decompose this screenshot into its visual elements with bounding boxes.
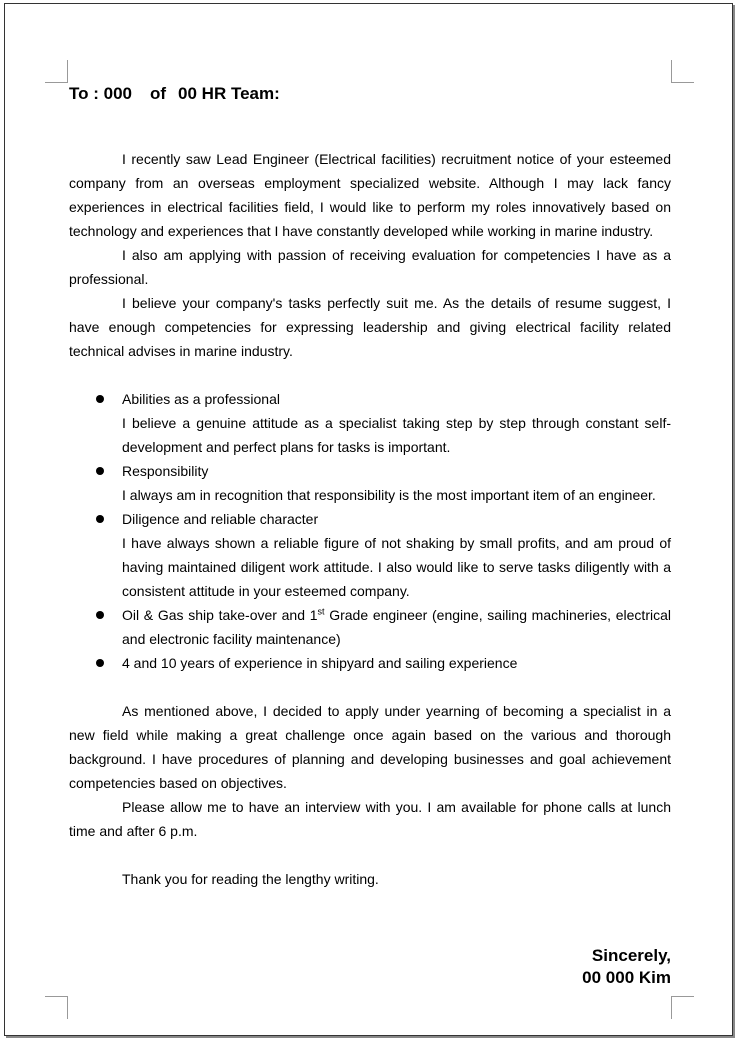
list-item-body: I have always shown a reliable figure of not shaking by small profits, and am proud of having maintained diligent work attitude. I also would like to serve tasks diligently with a consistent attitude in your esteemed company. xyxy=(122,535,671,599)
bullet-icon xyxy=(96,467,104,475)
closing-paragraph: As mentioned above, I decided to apply under yearning of becoming a specialist in a new field while making a great challenge once again based on the various and thorough background. I have procedures of planning and developing businesses and goal achievement competencies based on objectives. xyxy=(69,703,671,791)
margin-corner-bottom-left xyxy=(45,996,68,1019)
list-item xyxy=(69,459,671,507)
list-item xyxy=(69,507,671,603)
letter-body xyxy=(69,82,671,891)
list-item xyxy=(69,603,671,651)
intro-paragraph: I believe your company's tasks perfectly suit me. As the details of resume suggest, I have enough competencies for expressing leadership and giving electrical facility related technical advises in marine industry. xyxy=(69,295,671,359)
margin-corner-bottom-right xyxy=(671,996,694,1019)
closing-paragraph: Please allow me to have an interview with you. I am available for phone calls at lunch time and after 6 p.m. xyxy=(69,799,671,839)
greeting-to: To : 000 xyxy=(69,84,132,103)
list-item-title: 4 and 10 years of experience in shipyard and sailing experience xyxy=(122,655,518,671)
list-item xyxy=(69,651,671,675)
title-prefix: Oil & Gas ship take-over and 1 xyxy=(122,607,318,623)
bullet-icon xyxy=(96,395,104,403)
signature-name: 00 000 Kim xyxy=(582,968,671,987)
letter-greeting xyxy=(69,82,671,106)
greeting-of: of xyxy=(149,84,167,103)
list-item-title: Responsibility xyxy=(122,463,209,479)
bullet-icon xyxy=(96,611,104,619)
signoff: Sincerely, xyxy=(591,946,671,965)
list-item xyxy=(69,387,671,459)
intro-paragraph: I recently saw Lead Engineer (Electrical facilities) recruitment notice of your esteemed company from an overseas employment specialized website. Although I may lack fancy experiences in electrical facilities field, I would like to perform my roles innovatively based on technology and experiences that I have constantly developed while working in marine industry. xyxy=(69,151,671,239)
list-item-title: Diligence and reliable character xyxy=(122,511,319,527)
bullet-icon xyxy=(96,659,104,667)
bullet-icon xyxy=(96,515,104,523)
thanks-line: Thank you for reading the lengthy writing. xyxy=(122,871,379,887)
list-item-body: I always am in recognition that responsibility is the most important item of an engineer. xyxy=(122,487,656,503)
title-superscript: st xyxy=(317,606,325,617)
margin-corner-top-left xyxy=(45,60,68,83)
list-item-title: Abilities as a professional xyxy=(122,391,280,407)
margin-corner-top-right xyxy=(671,60,694,83)
greeting-team: 00 HR Team: xyxy=(178,84,280,103)
qualifications-list xyxy=(69,387,671,675)
intro-paragraph: I also am applying with passion of receiving evaluation for competencies I have as a professional. xyxy=(69,247,671,287)
list-item-title xyxy=(122,603,671,651)
signature-block xyxy=(582,945,671,989)
title-suffix: Grade engineer (engine, sailing machineries, electrical and electronic facility maintenance) xyxy=(122,607,671,647)
list-item-body: I believe a genuine attitude as a specialist taking step by step through constant self-development and perfect plans for tasks is important. xyxy=(122,415,671,455)
